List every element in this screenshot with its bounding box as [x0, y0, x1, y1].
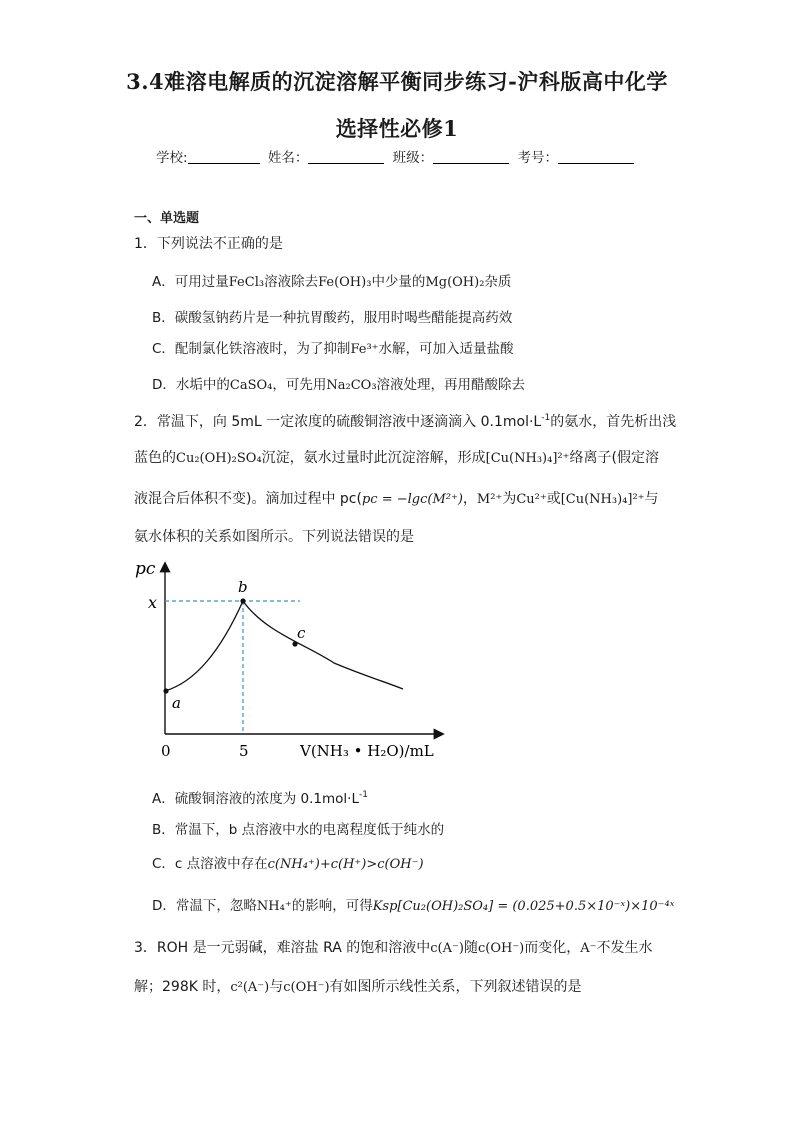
- name-field[interactable]: [308, 149, 384, 164]
- exam-no-field[interactable]: [558, 149, 634, 164]
- q2-line-2: 蓝色的Cu₂(OH)₂SO₄沉淀，氨水过量时此沉淀溶解，形成[Cu(NH₃)₄]²⁺络离子(假定溶: [134, 450, 659, 466]
- q2-line-1: 2．常温下，向 5mL 一定浓度的硫酸铜溶液中逐滴滴入 $0.1mol\cdot L^{-1}$的氨水，首先析出浅: [134, 413, 677, 430]
- q2-option-d: D．常温下，忽略NH₄⁺的影响，可得Ksp[Cu₂(OH)₂SO₄] = (0.025+0.5×10⁻ˣ)×10⁻⁴ˣ: [152, 898, 675, 914]
- formula-cu2plus: Cu²⁺: [516, 492, 547, 507]
- formula-m2plus: M²⁺: [476, 492, 503, 507]
- formula-cunh34-repeat: [Cu(NH₃)₄]²⁺: [560, 492, 645, 507]
- q1-option-a: A．可用过量FeCl₃溶液除去Fe(OH)₃中少量的Mg(OH)₂杂质: [152, 274, 512, 290]
- q1-option-d: D．水垢中的CaSO₄，可先用Na₂CO₃溶液处理，再用醋酸除去: [152, 377, 526, 393]
- class-field[interactable]: [433, 149, 509, 164]
- q1-stem: 1．下列说法不正确的是: [134, 236, 283, 252]
- formula-nh4: NH₄⁺: [256, 899, 292, 914]
- point-c-label: c: [297, 624, 306, 642]
- formula-aminus: A⁻: [580, 941, 597, 956]
- title-line-1: 3.4难溶电解质的沉淀溶解平衡同步练习-沪科版高中化学: [126, 69, 668, 94]
- q3-line-1: 3．ROH 是一元弱碱，难溶盐 RA 的饱和溶液中c(A⁻)随c(OH⁻)而变化，A⁻不发生水: [134, 940, 653, 956]
- formula-mgoh2: Mg(OH)₂: [425, 275, 485, 290]
- formula-na2co3: Na₂CO₃: [326, 378, 377, 393]
- title-line-2: 选择性必修1: [335, 116, 459, 141]
- q3-line-2: 解；298K 时，c²(A⁻)与c(OH⁻)有如图所示线性关系，下列叙述错误的是: [134, 979, 582, 995]
- point-a-label: a: [172, 694, 181, 712]
- section-heading: 一、单选题: [134, 211, 200, 226]
- formula-feoh3: Fe(OH)₃: [318, 275, 372, 290]
- formula-cu2oh2so4: Cu₂(OH)₂SO₄: [176, 451, 262, 466]
- formula-c2-aminus: c²(A⁻): [230, 980, 270, 995]
- exam-no-label: 考号：: [517, 150, 558, 166]
- point-c: [292, 641, 297, 646]
- pc-volume-diagram: [120, 552, 450, 774]
- q2-option-a: A．硫酸铜溶液的浓度为 $0.1mol\cdot L^{-1}$: [152, 790, 368, 807]
- formula-ineq: c(NH₄⁺)+c(H⁺)>c(OH⁻): [267, 857, 424, 872]
- formula-c-ohminus: c(OH⁻): [477, 941, 525, 956]
- class-label: 班级：: [392, 150, 434, 166]
- formula-fecl3: FeCl₃: [228, 275, 265, 290]
- y-tick-x: x: [148, 593, 158, 612]
- point-b-label: b: [238, 578, 248, 596]
- formula-c-ohminus-repeat: c(OH⁻): [283, 980, 330, 995]
- q2-option-c: C．c 点溶液中存在c(NH₄⁺)+c(H⁺)>c(OH⁻): [152, 856, 424, 872]
- q2-line-4: 氨水体积的关系如图所示。下列说法错误的是: [134, 529, 414, 545]
- x-axis-label: V(NH₃ • H₂O)/mL: [300, 742, 434, 760]
- q2-line-3: 液混合后体积不变)。滴加过程中 pc(pc = −lgc(M²⁺)，M²⁺为Cu²⁺或[Cu(NH₃)₄]²⁺与: [134, 491, 659, 507]
- x-tick-0: 0: [161, 742, 171, 760]
- pc-curve: [165, 601, 403, 691]
- formula-caso4: CaSO₄: [229, 378, 273, 393]
- formula-cunh34: [Cu(NH₃)₄]²⁺: [485, 451, 570, 466]
- point-b: [240, 598, 245, 603]
- y-axis-label: pc: [135, 559, 156, 579]
- name-label: 姓名：: [267, 150, 309, 166]
- q2-option-b: B．常温下，b 点溶液中水的电离程度低于纯水的: [152, 822, 445, 838]
- formula-ksp: Ksp[Cu₂(OH)₂SO₄] = (0.025+0.5×10⁻ˣ)×10⁻⁴ˣ: [372, 899, 675, 914]
- formula-fe3plus: Fe³⁺: [350, 342, 379, 357]
- school-field[interactable]: [188, 149, 260, 164]
- point-a: [163, 688, 168, 693]
- student-info-row: [0, 146, 794, 166]
- school-label: 学校:: [156, 150, 188, 166]
- q1-option-b: B．碳酸氢钠药片是一种抗胃酸药，服用时喝些醋能提高药效: [152, 310, 513, 326]
- formula-c-aminus: c(A⁻): [430, 941, 464, 956]
- q1-option-c: C．配制氯化铁溶液时，为了抑制Fe³⁺水解，可加入适量盐酸: [152, 341, 514, 357]
- x-tick-5: 5: [239, 742, 249, 760]
- formula-pc-definition: pc = −lgc(M²⁺): [361, 492, 463, 507]
